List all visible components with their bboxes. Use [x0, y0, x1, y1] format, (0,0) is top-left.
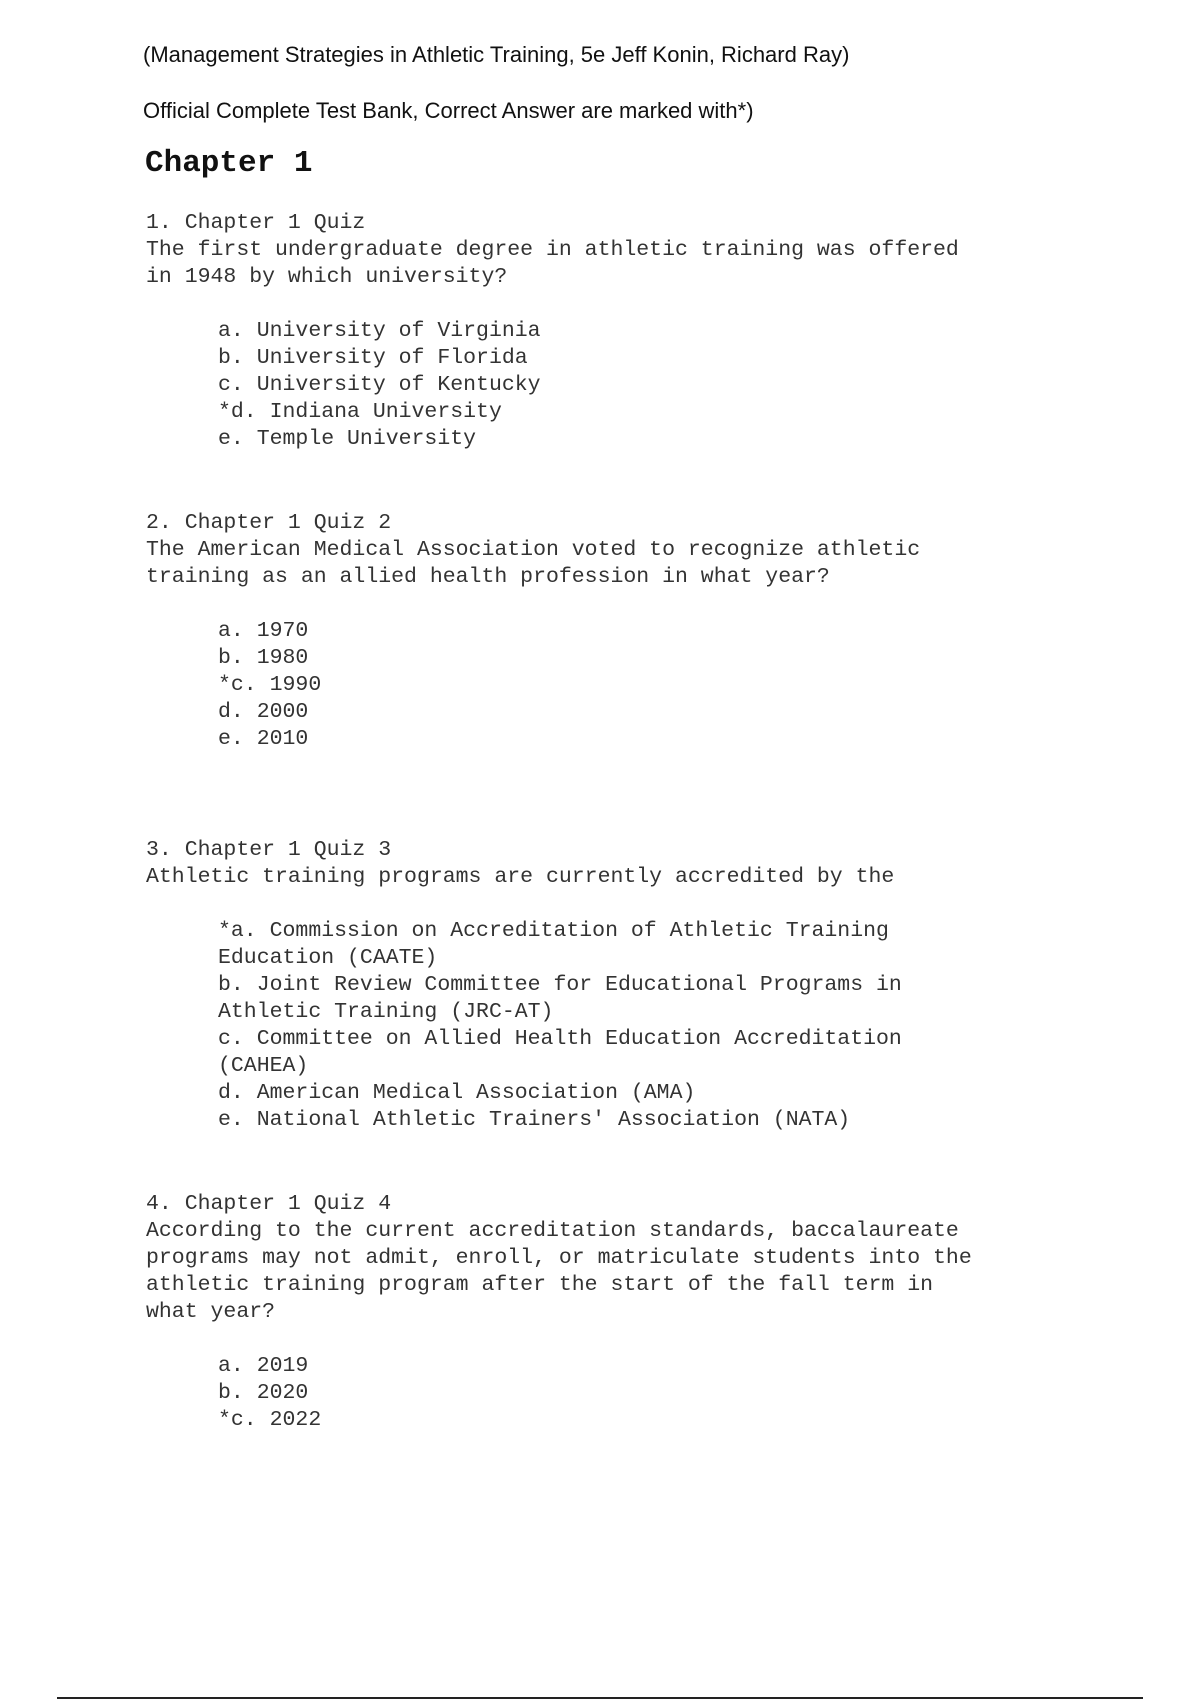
answer-option: e. 2010	[218, 727, 309, 751]
answer-option: b. 2020	[218, 1381, 309, 1405]
answer-option: e. Temple University	[218, 427, 477, 451]
answer-options	[218, 618, 998, 753]
test-bank-note: Official Complete Test Bank, Correct Answer are marked with*)	[143, 98, 754, 123]
question-text: The first undergraduate degree in athletic training was offered in 1948 by which university?	[146, 238, 972, 289]
question-3	[146, 837, 998, 1134]
question-heading: 4. Chapter 1 Quiz 4	[146, 1192, 392, 1216]
answer-option: c. Committee on Allied Health Education Accreditation (CAHEA)	[218, 1027, 915, 1078]
question-heading: 3. Chapter 1 Quiz 3	[146, 838, 392, 862]
answer-option: a. University of Virginia	[218, 319, 541, 343]
question-heading: 2. Chapter 1 Quiz 2	[146, 511, 392, 535]
answer-option: a. 1970	[218, 619, 309, 643]
answer-options	[218, 918, 998, 1134]
answer-option: b. Joint Review Committee for Educational Programs in Athletic Training (JRC-AT)	[218, 973, 915, 1024]
answer-option-correct: *a. Commission on Accreditation of Athletic Training Education (CAATE)	[218, 919, 902, 970]
answer-option-correct: *d. Indiana University	[218, 400, 502, 424]
question-text: Athletic training programs are currently accredited by the	[146, 865, 895, 889]
answer-option: b. 1980	[218, 646, 309, 670]
page-bottom-divider	[57, 1697, 1143, 1699]
answer-option: e. National Athletic Trainers' Association (NATA)	[218, 1108, 851, 1132]
question-heading: 1. Chapter 1 Quiz	[146, 211, 366, 235]
question-text: The American Medical Association voted to recognize athletic training as an allied health profession in what year?	[146, 538, 934, 589]
question-4	[146, 1191, 998, 1434]
answer-options	[218, 1353, 998, 1434]
question-2	[146, 510, 998, 753]
chapter-title: Chapter 1	[145, 146, 313, 181]
answer-option: c. University of Kentucky	[218, 373, 541, 397]
question-text: According to the current accreditation standards, baccalaureate programs may not admit, enroll, or matriculate students into the athletic training program after the start of the fall term in what year?	[146, 1219, 985, 1324]
answer-option-correct: *c. 2022	[218, 1408, 322, 1432]
answer-option-correct: *c. 1990	[218, 673, 322, 697]
answer-options	[218, 318, 998, 453]
document-source-line: (Management Strategies in Athletic Training, 5e Jeff Konin, Richard Ray)	[143, 42, 850, 67]
answer-option: d. American Medical Association (AMA)	[218, 1081, 696, 1105]
answer-option: a. 2019	[218, 1354, 309, 1378]
question-1	[146, 210, 998, 453]
answer-option: b. University of Florida	[218, 346, 528, 370]
answer-option: d. 2000	[218, 700, 309, 724]
